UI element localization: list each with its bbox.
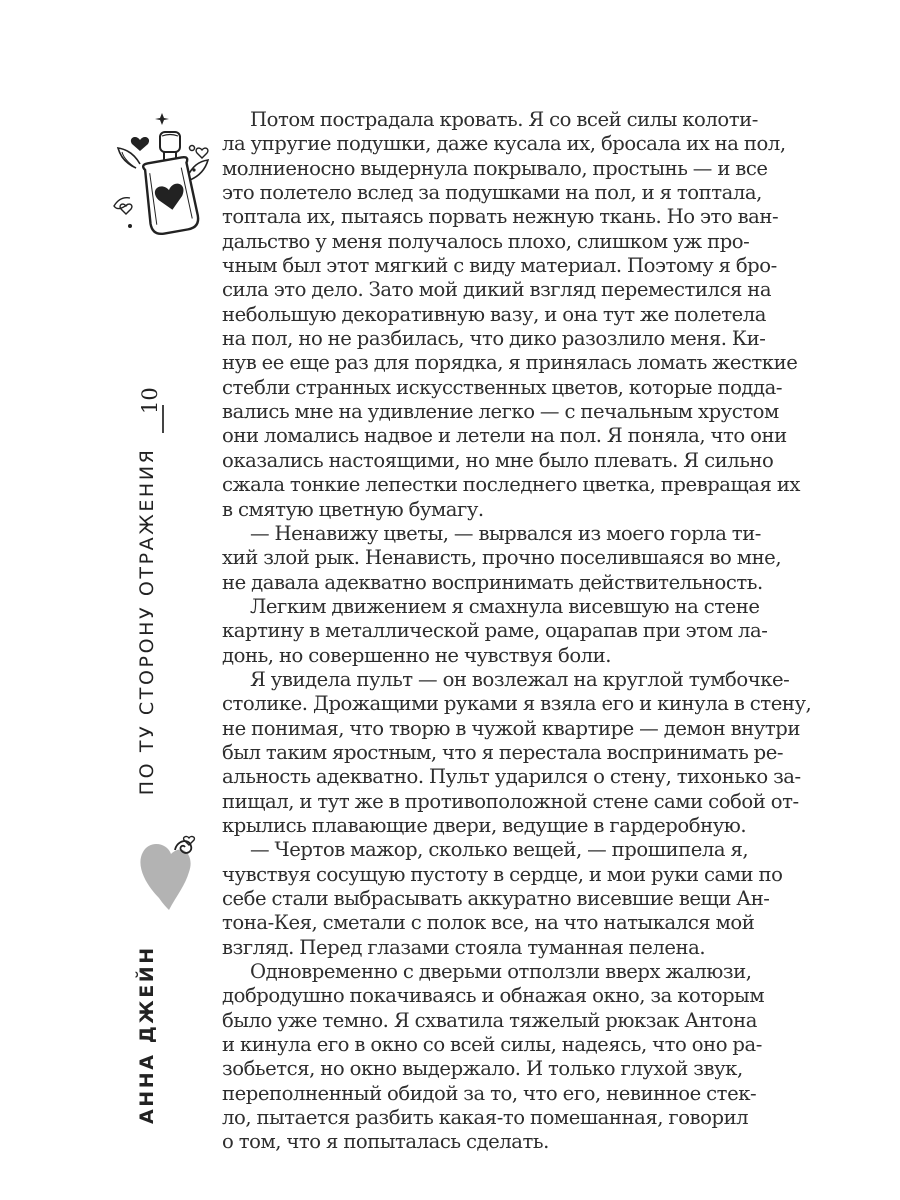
running-header: [136, 448, 158, 1124]
text-line: они ломались надвое и летели на пол. Я поняла, что они: [222, 424, 787, 448]
text-line: небольшую декоративную вазу, и она тут же полетела: [222, 302, 767, 326]
text-line: пищал, и тут же в противоположной стене сами собой от-: [222, 789, 799, 813]
text-line: хий злой рык. Ненависть, прочно поселившаяся во мне,: [222, 546, 782, 570]
text-line: был таким яростным, что я перестала воспринимать ре-: [222, 740, 784, 764]
text-line: Легким движением я смахнула висевшую на стене: [250, 594, 760, 618]
text-line: донь, но совершенно не чувствуя боли.: [222, 643, 612, 667]
text-line: в смятую цветную бумагу.: [222, 497, 484, 521]
text-line: было уже темно. Я схватила тяжелый рюкзак Антона: [222, 1008, 757, 1032]
text-line: крылись плавающие двери, ведущие в гардеробную.: [222, 813, 747, 837]
text-line: стебли странных искусственных цветов, которые подда-: [222, 375, 783, 399]
text-line: альность адекватно. Пульт ударился о стену, тихонько за-: [222, 765, 801, 789]
text-line: чным был этот мягкий с виду материал. Поэтому я бро-: [222, 254, 777, 278]
text-line: сила это дело. Зато мой дикий взгляд переместился на: [222, 278, 772, 302]
text-line: Одновременно с дверьми отползли вверх жалюзи,: [250, 960, 752, 984]
text-line: ла упругие подушки, даже кусала их, бросала их на пол,: [222, 132, 786, 156]
body-text: [222, 108, 812, 1155]
text-line: переполненный обидой за то, что его, невинное стек-: [222, 1081, 757, 1105]
text-line: добродушно покачиваясь и обнажая окно, за которым: [222, 984, 765, 1008]
book-title: ПО ТУ СТОРОНУ ОТРАЖЕНИЯ: [136, 447, 158, 796]
text-line: — Ненавижу цветы, — вырвался из моего горла ти-: [250, 521, 761, 545]
text-line: дальство у меня получалось плохо, слишком уж про-: [222, 229, 750, 253]
text-line: и кинула его в окно со всей силы, надеясь, что оно ра-: [222, 1033, 762, 1057]
text-line: нув ее еще раз для порядка, я принялась ломать жесткие: [222, 351, 798, 375]
page-number: 10: [138, 387, 162, 414]
page-number-divider: [162, 405, 164, 433]
text-line: о том, что я попыталась сделать.: [222, 1130, 549, 1154]
text-line: топтала их, пытаясь порвать нежную ткань. Но это ван-: [222, 205, 779, 229]
perfume-bottle-heart-icon: [106, 108, 216, 248]
text-line: зобьется, но окно выдержало. И только глухой звук,: [222, 1057, 743, 1081]
text-line: тона-Кея, сметали с полок все, на что натыкался мой: [222, 911, 755, 935]
text-line: — Чертов мажор, сколько вещей, — прошипела я,: [250, 838, 749, 862]
text-line: на пол, но не разбилась, что дико разозлило меня. Ки-: [222, 327, 766, 351]
text-line: взгляд. Перед глазами стояла туманная пелена.: [222, 935, 706, 959]
text-line: не понимая, что творю в чужой квартире — демон внутри: [222, 716, 800, 740]
text-line: это полетело вслед за подушками на пол, и я топтала,: [222, 181, 762, 205]
book-author: АННА ДЖЕЙН: [136, 945, 158, 1124]
text-line: оказались настоящими, но мне было плевать. Я сильно: [222, 448, 774, 472]
text-line: картину в металлической раме, оцарапав при этом ла-: [222, 619, 768, 643]
text-line: не давала адекватно воспринимать действительность.: [222, 570, 763, 594]
text-line: столике. Дрожащими руками я взяла его и кинула в стену,: [222, 692, 812, 716]
text-line: сжала тонкие лепестки последнего цветка, превращая их: [222, 473, 801, 497]
text-line: Потом пострадала кровать. Я со всей силы колоти-: [250, 108, 758, 131]
text-line: себе стали выбрасывать аккуратно висевшие вещи Ан-: [222, 887, 770, 910]
text-line: чувствуя сосущую пустоту в сердце, и мои руки сами по: [222, 862, 783, 886]
text-line: ло, пытается разбить какая-то помешанная, говорил: [222, 1106, 749, 1130]
text-line: вались мне на удивление легко — с печальным хрустом: [222, 400, 779, 424]
text-line: Я увидела пульт — он возлежал на круглой тумбочке-: [250, 667, 790, 691]
text-line: молниеносно выдернула покрывало, простынь — и все: [222, 156, 768, 180]
